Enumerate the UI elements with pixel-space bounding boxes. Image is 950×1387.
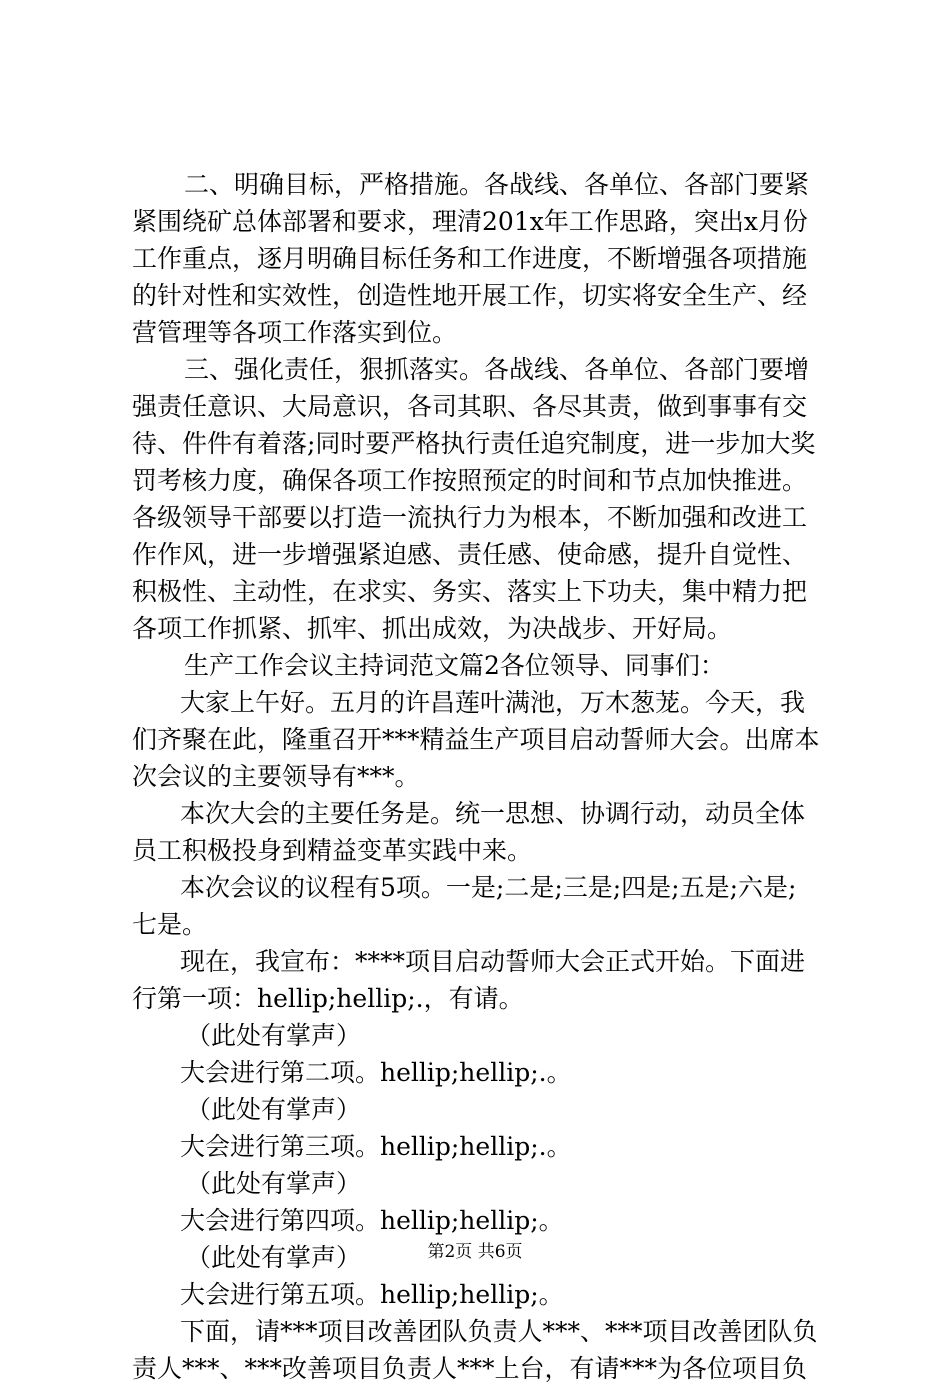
- text-line: 作作风，进一步增强紧迫感、责任感、使命感，提升自觉性、: [132, 540, 808, 569]
- text-line: 紧围绕矿总体部署和要求，理清201x年工作思路，突出x月份: [132, 207, 808, 236]
- text-line: 现在，我宣布：****项目启动誓师大会正式开始。下面进: [180, 947, 806, 976]
- document-body: [132, 166, 832, 1387]
- text-line: 各项工作抓紧、抓牢、抓出成效，为决战步、开好局。: [132, 614, 733, 643]
- text-line: 大会进行第四项。hellip;hellip;。: [180, 1206, 564, 1235]
- text-line: 七是。: [132, 910, 208, 939]
- text-line: 积极性、主动性，在求实、务实、落实上下功夫，集中精力把: [132, 577, 808, 606]
- text-line: 大会进行第三项。hellip;hellip;.。: [180, 1132, 572, 1161]
- text-line: （此处有掌声）: [186, 1021, 362, 1050]
- text-line: 二、明确目标，严格措施。各战线、各单位、各部门要紧: [184, 170, 810, 199]
- page-footer: [0, 1240, 950, 1264]
- text-line: 本次大会的主要任务是。统一思想、协调行动，动员全体: [180, 799, 806, 828]
- text-line: 强责任意识、大局意识，各司其职、各尽其责，做到事事有交: [132, 392, 808, 421]
- text-line: 们齐聚在此，隆重召开***精益生产项目启动誓师大会。出席本: [132, 725, 820, 754]
- text-line: 责人***、***改善项目负责人***上台，有请***为各位项目负: [132, 1354, 808, 1383]
- text-line: 大家上午好。五月的许昌莲叶满池，万木葱茏。今天，我: [180, 688, 806, 717]
- text-line: 下面，请***项目改善团队负责人***、***项目改善团队负: [180, 1317, 818, 1346]
- text-line: 营管理等各项工作落实到位。: [132, 318, 458, 347]
- text-line: （此处有掌声）: [186, 1169, 362, 1198]
- text-line: 大会进行第五项。hellip;hellip;。: [180, 1280, 564, 1309]
- text-line: 员工积极投身到精益变革实践中来。: [132, 836, 533, 865]
- text-line: 行第一项：hellip;hellip;.，有请。: [132, 984, 524, 1013]
- text-line: （此处有掌声）: [186, 1095, 362, 1124]
- text-line: 待、件件有着落;同时要严格执行责任追究制度，进一步加大奖: [132, 429, 816, 458]
- text-line: 本次会议的议程有5项。一是;二是;三是;四是;五是;六是;: [180, 873, 797, 902]
- text-line: 罚考核力度，确保各项工作按照预定的时间和节点加快推进。: [132, 466, 808, 495]
- text-line: 生产工作会议主持词范文篇2各位领导、同事们：: [184, 651, 725, 680]
- text-line: 大会进行第二项。hellip;hellip;.。: [180, 1058, 572, 1087]
- text-line: 的针对性和实效性，创造性地开展工作，切实将安全生产、经: [132, 281, 808, 310]
- text-line: （此处有掌声）: [186, 1243, 362, 1272]
- page-number: 第2页 共6页: [427, 1242, 523, 1262]
- text-line: 各级领导干部要以打造一流执行力为根本，不断加强和改进工: [132, 503, 808, 532]
- text-line: 次会议的主要领导有***。: [132, 762, 420, 791]
- text-line: 三、强化责任，狠抓落实。各战线、各单位、各部门要增: [184, 355, 810, 384]
- text-line: 工作重点，逐月明确目标任务和工作进度，不断增强各项措施: [132, 244, 808, 273]
